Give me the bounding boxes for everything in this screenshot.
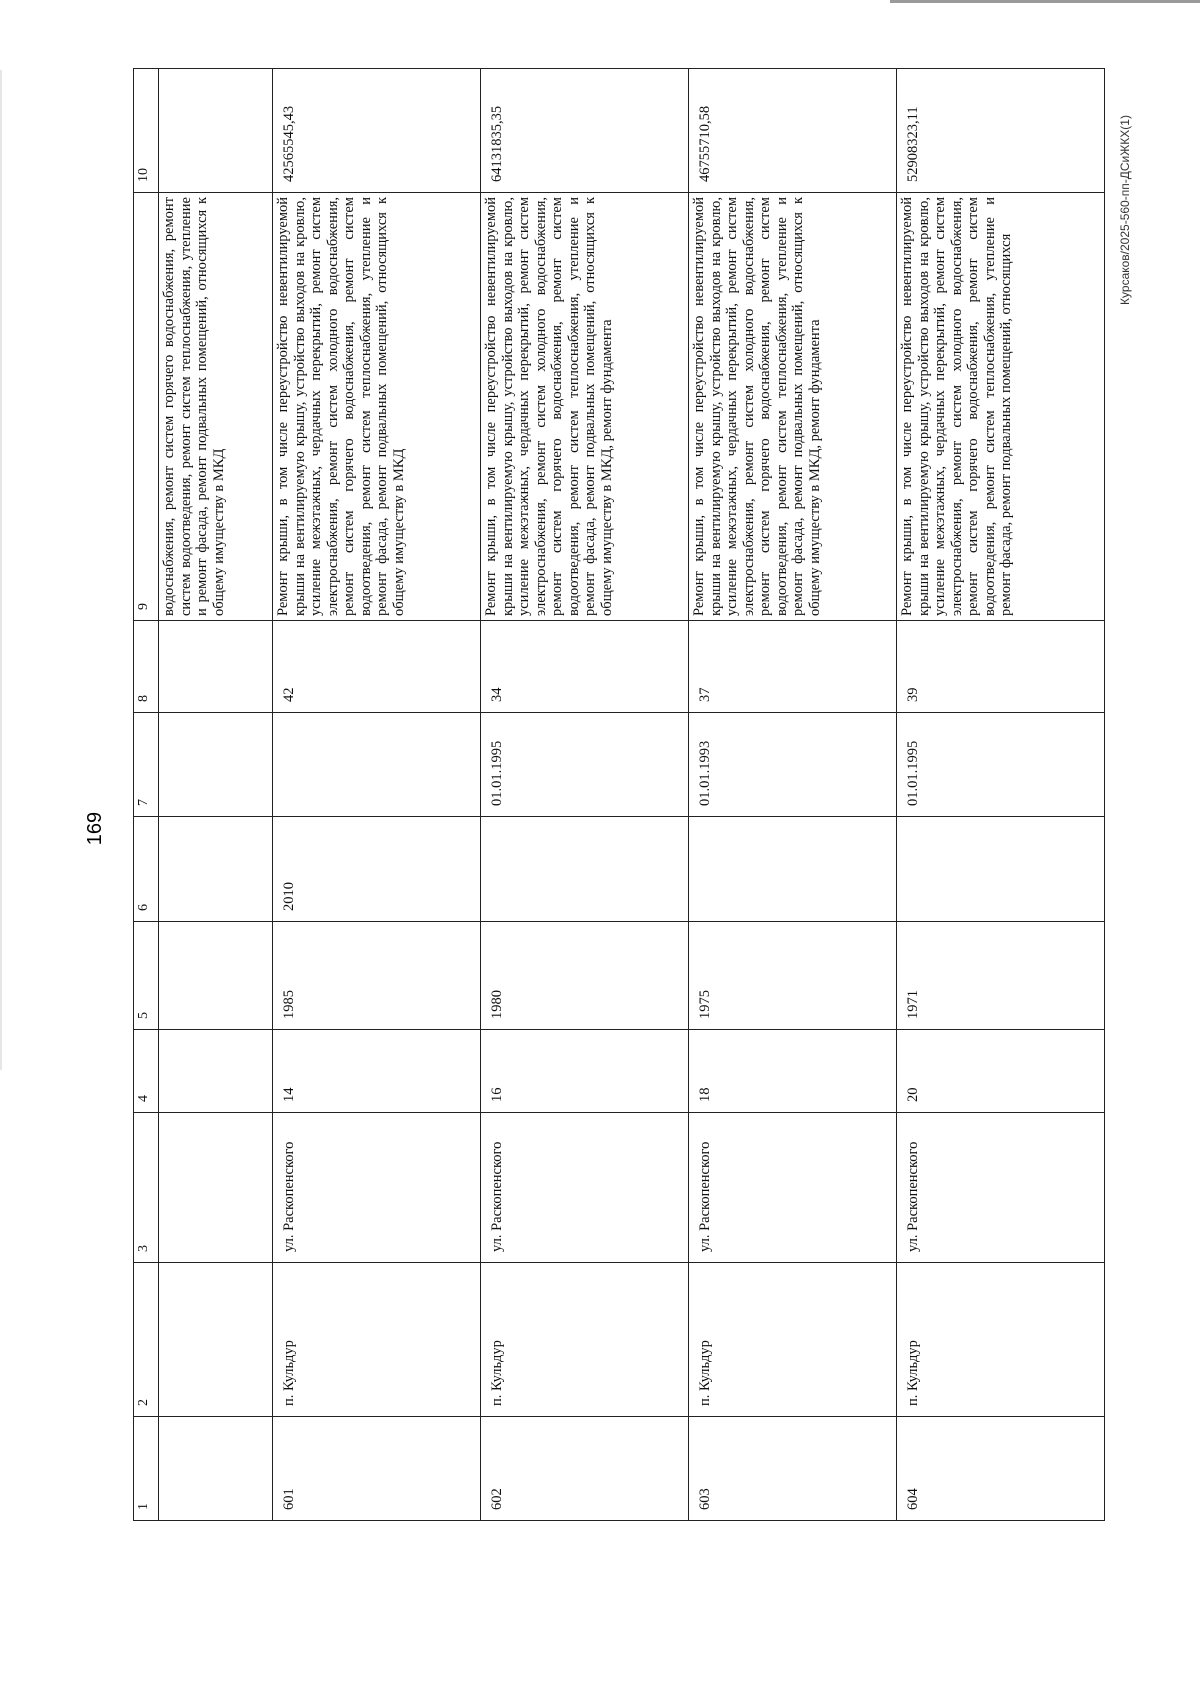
header-cell-1: 1 [134,1417,159,1521]
cell-house: 14 [273,1030,481,1113]
cell-works: Ремонт крыши, в том числе переустройство невентилируемой крыши на вентилируемую крышу, устройство выходов на кровлю, усиление межэтажных, чердачных перекрытий, ремонт систем электроснабжения, ремонт систем холодного водоснабжения, ремонт систем горячего водоснабжения, ремонт систем водоотведения, ремонт систем теплоснабжения, утепление и ремонт фасада, ремонт подвальных помещений, относящихся к общему имуществу в МКД [273,193,481,621]
cell-settlement: п. Кульдур [689,1263,897,1417]
cell-works: Ремонт крыши, в том числе переустройство невентилируемой крыши на вентилируемую крышу, устройство выходов на кровлю, усиление межэтажных, чердачных перекрытий, ремонт систем электроснабжения, ремонт систем холодного водоснабжения, ремонт систем горячего водоснабжения, ремонт систем водоотведения, ремонт систем теплоснабжения, утепление и ремонт фасада, ремонт подвальных помещений, относящихся к общему имуществу в МКД, ремонт фундамента [689,193,897,621]
cell-wear: 34 [481,621,689,713]
cell-year-built: 1980 [481,922,689,1030]
cell-house [159,1030,273,1113]
cell-date: 01.01.1995 [481,713,689,817]
page-number-text: 169 [84,811,107,845]
cell-house: 16 [481,1030,689,1113]
cell-number [159,1417,273,1521]
cell-cost [159,69,273,193]
table-row [897,69,1105,1521]
cell-wear: 39 [897,621,1105,713]
cell-street: ул. Раскопенского [481,1113,689,1263]
cell-number: 601 [273,1417,481,1521]
cell-date [159,713,273,817]
header-cell-8: 8 [134,621,159,713]
cell-number: 603 [689,1417,897,1521]
cell-number: 602 [481,1417,689,1521]
table-container [133,69,1074,1521]
table-row [689,69,897,1521]
cell-year-built: 1985 [273,922,481,1030]
cell-street: ул. Раскопенского [273,1113,481,1263]
header-cell-9: 9 [134,193,159,621]
cell-year-built [159,922,273,1030]
cell-works: Ремонт крыши, в том числе переустройство невентилируемой крыши на вентилируемую крышу, устройство выходов на кровлю, усиление межэтажных, чердачных перекрытий, ремонт систем электроснабжения, ремонт систем холодного водоснабжения, ремонт систем горячего водоснабжения, ремонт систем водоотведения, ремонт систем теплоснабжения, утепление и ремонт фасада, ремонт подвальных помещений, относящихся [897,193,1105,621]
cell-settlement [159,1263,273,1417]
header-cell-4: 4 [134,1030,159,1113]
cell-wear: 37 [689,621,897,713]
cell-street [159,1113,273,1263]
page-number [80,798,112,858]
cell-year-repair [689,817,897,922]
scan-edge-left [0,70,2,1070]
scan-edge-top [890,0,1200,3]
cell-year-built: 1971 [897,922,1105,1030]
header-row [134,69,159,1521]
table-row [159,69,273,1521]
header-cell-2: 2 [134,1263,159,1417]
cell-year-repair [159,817,273,922]
cell-wear [159,621,273,713]
cell-date [273,713,481,817]
cell-works: Ремонт крыши, в том числе переустройство невентилируемой крыши на вентилируемую крышу, устройство выходов на кровлю, усиление межэтажных, чердачных перекрытий, ремонт систем электроснабжения, ремонт систем холодного водоснабжения, ремонт систем горячего водоснабжения, ремонт систем водоотведения, ремонт систем теплоснабжения, утепление и ремонт фасада, ремонт подвальных помещений, относящихся к общему имуществу в МКД, ремонт фундамента [481,193,689,621]
cell-year-repair [481,817,689,922]
header-cell-5: 5 [134,922,159,1030]
header-cell-6: 6 [134,817,159,922]
cell-street: ул. Раскопенского [689,1113,897,1263]
document-reference-text: Курсаков/2025-560-пп-ДСиЖКХ(1) [1118,115,1132,305]
cell-settlement: п. Кульдур [481,1263,689,1417]
table-row [481,69,689,1521]
table-row [273,69,481,1521]
cell-wear: 42 [273,621,481,713]
cell-year-built: 1975 [689,922,897,1030]
cell-house: 20 [897,1030,1105,1113]
document-reference [1110,80,1140,340]
cell-year-repair: 2010 [273,817,481,922]
registry-table [133,68,1105,1521]
cell-settlement: п. Кульдур [897,1263,1105,1417]
cell-cost: 46755710,58 [689,69,897,193]
cell-number: 604 [897,1417,1105,1521]
cell-cost: 64131835,35 [481,69,689,193]
cell-works: водоснабжения, ремонт систем горячего водоснабжения, ремонт систем водоотведения, ремонт систем теплоснабжения, утепление и ремонт фасада, ремонт подвальных помещений, относящихся к общему имуществу в МКД [159,193,273,621]
header-cell-7: 7 [134,713,159,817]
cell-date: 01.01.1993 [689,713,897,817]
cell-cost: 42565545,43 [273,69,481,193]
cell-cost: 52908323,11 [897,69,1105,193]
cell-street: ул. Раскопенского [897,1113,1105,1263]
header-cell-10: 10 [134,69,159,193]
header-cell-3: 3 [134,1113,159,1263]
cell-settlement: п. Кульдур [273,1263,481,1417]
cell-year-repair [897,817,1105,922]
cell-date: 01.01.1995 [897,713,1105,817]
cell-house: 18 [689,1030,897,1113]
